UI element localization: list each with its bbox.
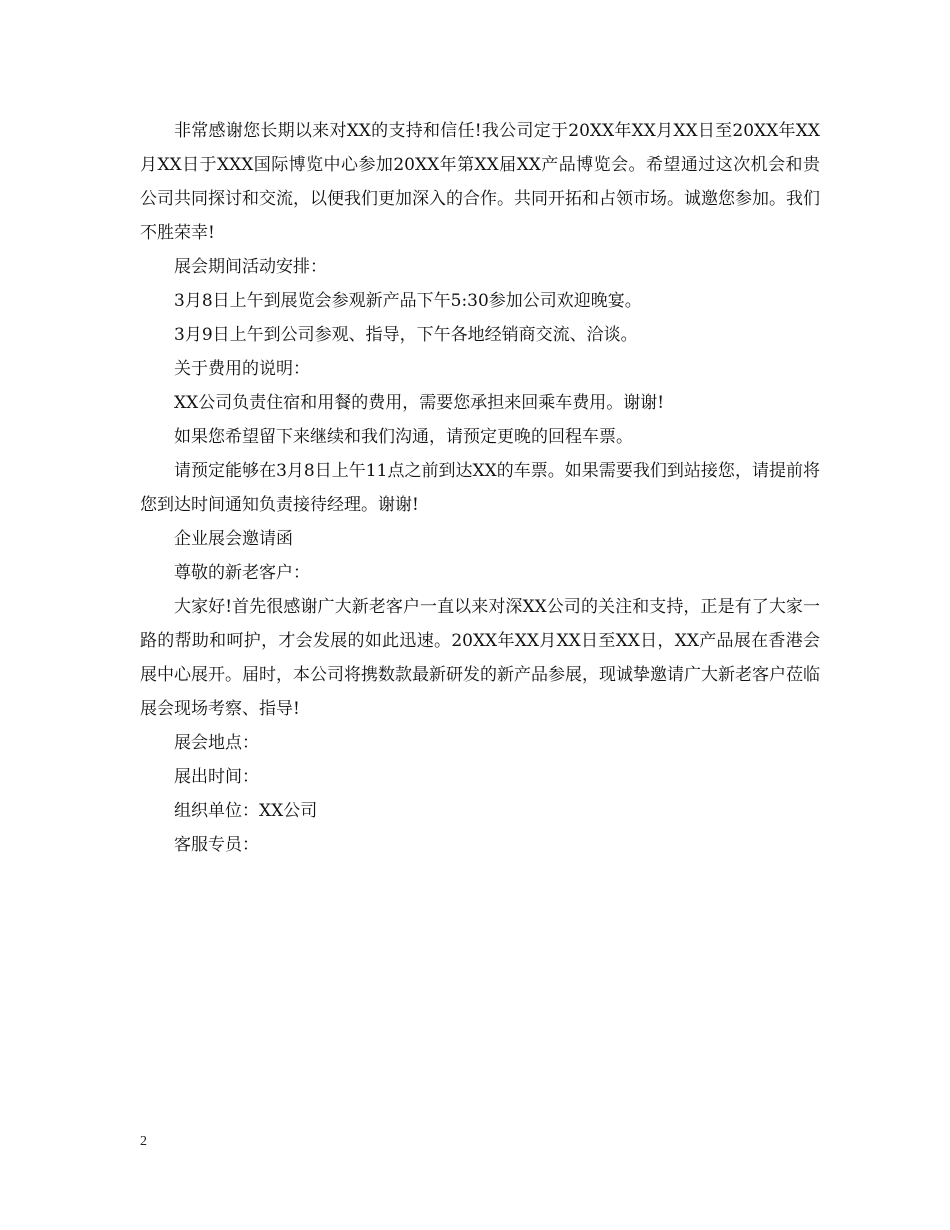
paragraph-exhibition-time: 展出时间：	[174, 767, 259, 787]
paragraph-salutation: 尊敬的新老客户：	[174, 563, 310, 583]
paragraph-organizer: 组织单位：XX公司	[174, 801, 318, 821]
paragraph-second-letter-body: 大家好!首先很感谢广大新老客户一直以来对深XX公司的关注和支持，正是有了大家一路的帮助和呵护，才会发展的如此迅速。20XX年XX月XX日至XX日，XX产品展在香港会展中心展开。届时，本公司将携数款最新研发的新产品参展，现诚挚邀请广大新老客户莅临展会现场考察、指导!	[140, 597, 820, 719]
paragraph-cost-detail: XX公司负责住宿和用餐的费用，需要您承担来回乘车费用。谢谢!	[174, 393, 665, 413]
paragraph-schedule-day-1: 3月8日上午到展览会参观新产品下午5:30参加公司欢迎晚宴。	[174, 291, 642, 311]
paragraph-service-contact: 客服专员：	[174, 835, 259, 855]
paragraph-second-letter-title: 企业展会邀请函	[174, 529, 293, 549]
paragraph-schedule-day-2: 3月9日上午到公司参观、指导，下午各地经销商交流、洽谈。	[174, 325, 638, 345]
paragraph-arrival-ticket: 请预定能够在3月8日上午11点之前到达XX的车票。如果需要我们到站接您，请提前将您到达时间通知负责接待经理。谢谢!	[140, 461, 820, 515]
page-number: 2	[140, 1134, 147, 1149]
paragraph-cost-heading: 关于费用的说明：	[174, 359, 310, 379]
paragraph-invitation-intro: 非常感谢您长期以来对XX的支持和信任!我公司定于20XX年XX月XX日至20XX年XX月XX日于XXX国际博览中心参加20XX年第XX届XX产品博览会。希望通过这次机会和贵公司共同探讨和交流，以便我们更加深入的合作。共同开拓和占领市场。诚邀您参加。我们不胜荣幸!	[140, 121, 820, 243]
document-body	[140, 114, 820, 862]
paragraph-return-ticket: 如果您希望留下来继续和我们沟通，请预定更晚的回程车票。	[174, 427, 633, 447]
paragraph-venue: 展会地点：	[174, 733, 259, 753]
paragraph-schedule-heading: 展会期间活动安排：	[174, 257, 327, 277]
